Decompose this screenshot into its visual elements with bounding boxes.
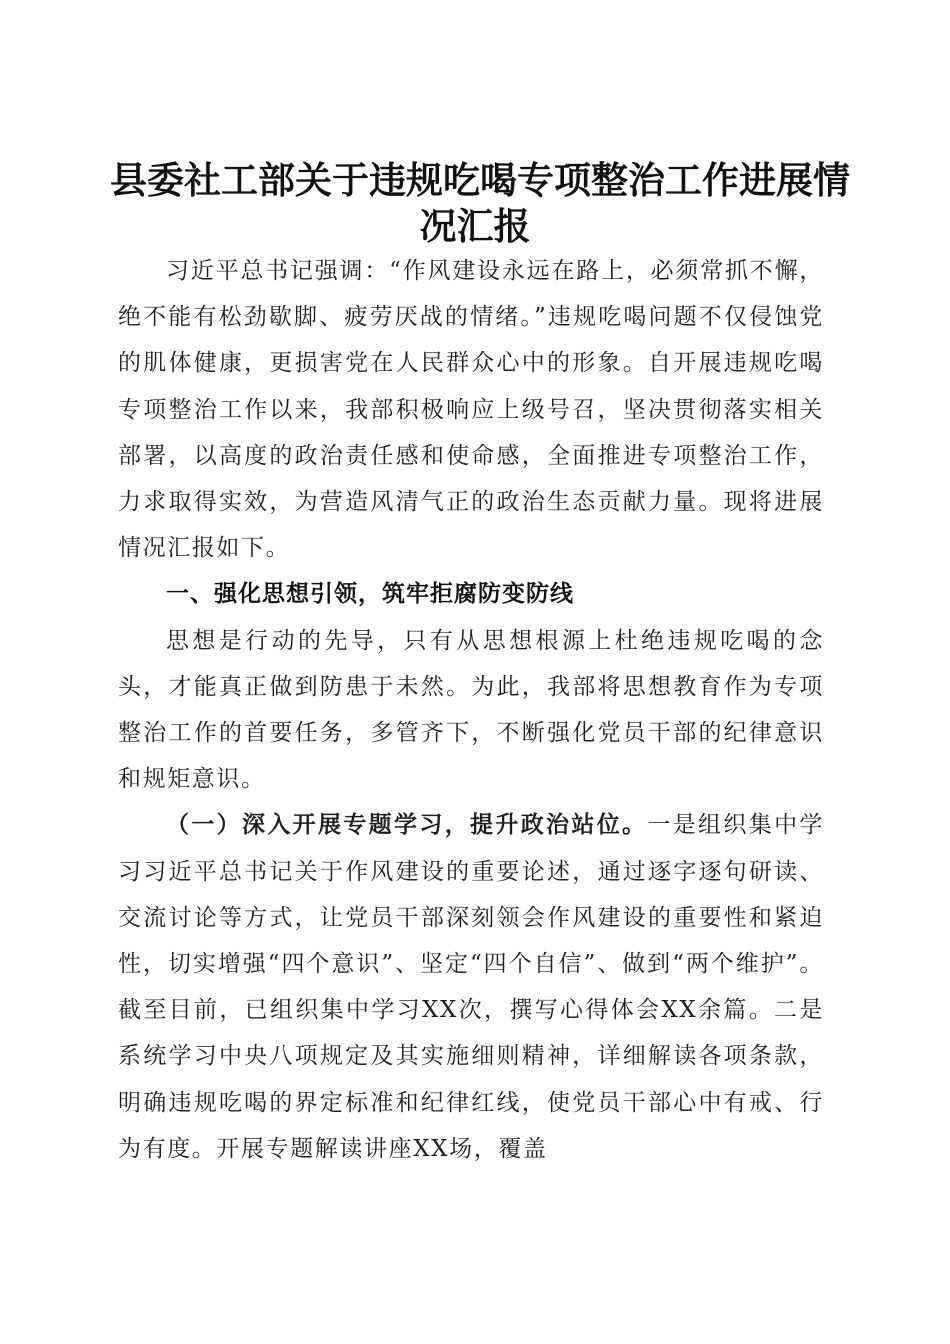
section-heading-1: 一、强化思想引领，筑牢拒腐防变防线 [166, 581, 574, 608]
document-title [110, 157, 850, 249]
subsection-1-paragraph [118, 802, 824, 1172]
subsection-1-lead: （一）深入开展专题学习，提升政治站位。 [166, 811, 648, 839]
title-line-2: 况汇报 [419, 203, 531, 248]
section-1-paragraph: 思想是行动的先导，只有从思想根源上杜绝违规吃喝的念头，才能真正做到防患于未然。为此，我部将思想教育作为专项整治工作的首要任务，多管齐下，不断强化党员干部的纪律意识和规矩意识。 [118, 627, 824, 793]
document-body [118, 248, 824, 1172]
subsection-1-text: 一是组织集中学习习近平总书记关于作风建设的重要论述，通过逐字逐句研读、交流讨论等方式，让党员干部深刻领会作风建设的重要性和紧迫性，切实增强“四个意识”、坚定“四个自信”、做到“两个维护”。截至目前，已组织集中学习XX次，撰写心得体会XX余篇。二是系统学习中央八项规定及其实施细则精神，详细解读各项条款，明确违规吃喝的界定标准和纪律红线，使党员干部心中有戒、行为有度。开展专题解读讲座XX场，覆盖 [118, 812, 825, 1162]
title-line-1: 县委社工部关于违规吃喝专项整治工作进展情 [110, 157, 850, 202]
intro-paragraph: 习近平总书记强调：“作风建设永远在路上，必须常抓不懈，绝不能有松劲歇脚、疲劳厌战的情绪。”违规吃喝问题不仅侵蚀党的肌体健康，更损害党在人民群众心中的形象。自开展违规吃喝专项整治工作以来，我部积极响应上级号召，坚决贯彻落实相关部署，以高度的政治责任感和使命感，全面推进专项整治工作，力求取得实效，为营造风清气正的政治生态贡献力量。现将进展情况汇报如下。 [118, 258, 824, 562]
